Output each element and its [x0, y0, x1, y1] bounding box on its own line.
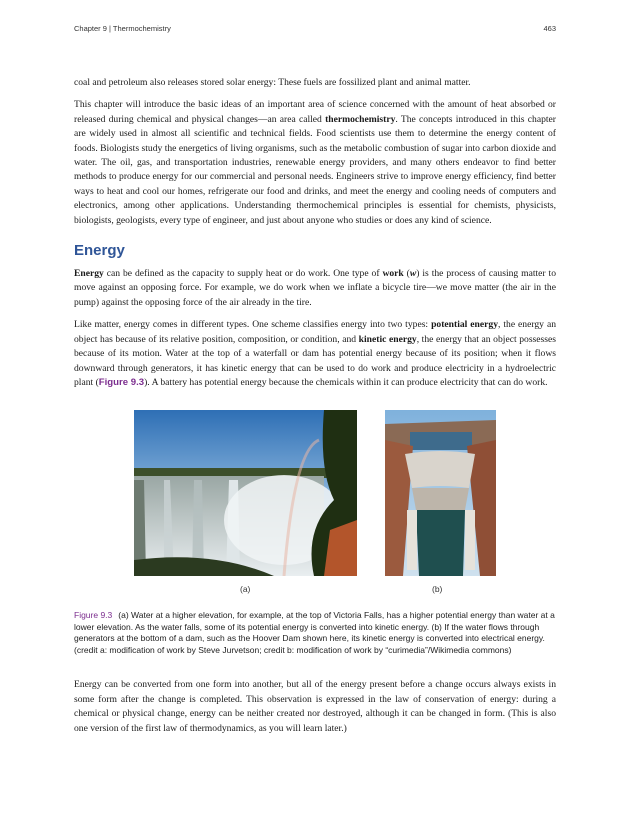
- subfigure-label-a: (a): [240, 584, 251, 595]
- term-potential-energy: potential energy: [431, 319, 498, 331]
- caption-text: (a) Water at a higher elevation, for example, at the top of Victoria Falls, has a higher potential energy than water at a lower elevation. As the water falls, some of its potential energy is converted into kinetic energy. (b) If the water flows through generators at the bottom of a dam, such as the Hoover Dam shown here, its kinetic energy is converted into electrical energy. (credit a: modification of work by Steve Jurvetson; credit b: modification of work by “curimedia”/Wikimedia commons): [74, 610, 555, 655]
- text-run: (: [403, 268, 410, 280]
- subfigure-label-b: (b): [432, 584, 443, 595]
- symbol-w: w: [409, 268, 417, 280]
- text-run: ). A battery has potential energy because the chemicals within it can produce electricity that can do work.: [144, 376, 548, 388]
- closing-paragraph: Energy can be converted from one form into another, but all of the energy present before a change occurs always exists in some form after the change is completed. This observation is expressed in the law of conservation of energy: during a chemical or physical change, energy can be neither created nor destroyed, although it can be changed in form. (This is also one version of the first law of thermodynamics, as you will learn later.): [74, 679, 556, 734]
- intro-paragraph-2: [74, 98, 556, 228]
- text-run: , the energy that an object possesses because of its motion. Water at the top of a waterfall or dam has potential energy because of its position; when it flows downward through generators, it has kinetic energy that can be used to do work and produce electricity in a hydroelectric plant (: [74, 333, 556, 388]
- text-run: . The concepts introduced in this chapter are widely used in almost all scientific and technical fields. Food scientists use them to determine the energy content of foods. Biologists study the energetics of living organisms, such as the metabolic combustion of sugar into carbon dioxide and water. The oil, gas, and transportation industries, renewable energy providers, and many others endeavor to find better methods to produce energy for our commercial and personal needs. Engineers strive to improve energy efficiency, find better ways to heat and cool our homes, refrigerate our food and drinks, and meet the energy and cooling needs of computers and electronics, among other applications. Understanding thermochemical principles is essential for chemists, physicists, biologists, geologists, every type of engineer, and just about anyone who studies or does any kind of science.: [74, 113, 556, 226]
- figure-9-3: [74, 410, 556, 606]
- caption-figure-number: Figure 9.3: [74, 610, 113, 621]
- chapter-title: Chapter 9 | Thermochemistry: [74, 24, 171, 33]
- term-work: work: [382, 268, 404, 280]
- term-energy: Energy: [74, 268, 104, 280]
- figure-caption: [74, 610, 556, 656]
- page-header: [74, 24, 556, 33]
- text-run: This chapter will introduce the basic ideas of an important area of science concerned with the amount of heat absorbed or released during chemical and physical changes—an area called: [74, 99, 556, 125]
- text-run: , the energy an object has because of its relative position, composition, or condition, and: [74, 319, 556, 345]
- figure-link[interactable]: Figure 9.3: [98, 376, 145, 388]
- text-run: is the process of causing matter to move against an opposing force. For example, we do work when we inflate a bicycle tire—we move matter (the air in the pump) against the opposing force of the air already in the tire.: [74, 268, 557, 308]
- term-kinetic-energy: kinetic energy: [358, 333, 417, 345]
- page-number: 463: [543, 24, 556, 33]
- intro-paragraph-1: coal and petroleum also releases stored solar energy: These fuels are fossilized plant and animal matter.: [74, 77, 471, 88]
- term-thermochemistry: thermochemistry: [325, 113, 396, 125]
- page-content: [74, 76, 556, 744]
- text-run: can be defined as the capacity to supply heat or do work. One type of: [103, 268, 383, 280]
- text-run: ): [416, 268, 420, 280]
- energy-paragraph-1: [74, 267, 556, 310]
- text-run: Like matter, energy comes in different types. One scheme classifies energy into two types:: [74, 319, 432, 331]
- victoria-falls-photo: [134, 410, 357, 576]
- section-heading: Energy: [74, 242, 125, 260]
- energy-paragraph-2: [74, 318, 556, 390]
- hoover-dam-photo: [385, 410, 496, 576]
